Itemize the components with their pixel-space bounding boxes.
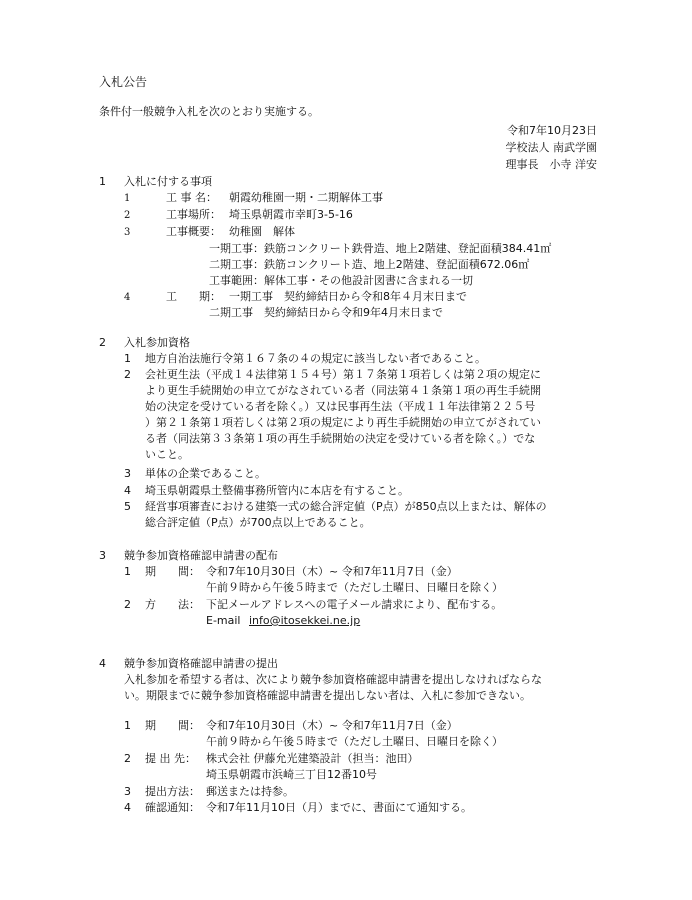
sec2-item2-line5: る者（同法第３３条第１項の再生手続開始の決定を受けている者を除く。）でな [145,432,536,445]
sec3-item1-number: 1 [124,565,131,578]
sec4-item3-label: 提出方法： [145,785,200,798]
sec2-item2-line2: より更生手続開始の申立てがなされている者（同法第４１条第１項の再生手続開 [145,384,541,397]
sec1-item4-number: 4 [124,292,131,303]
sec4-item2-number: 2 [124,752,131,765]
sec4-item1-line1: 令和7年10月30日（木）~ 令和7年11月7日（金） [206,719,458,732]
sec2-item2-number: 2 [124,368,131,381]
sec3-item1-label: 期 間： [145,565,200,578]
sec1-item4-value: 一期工事 契約締結日から令和8年４月末日まで [229,290,467,303]
page-title: 入札公告 [99,75,148,89]
sec4-para-line2: い。期限までに競争参加資格確認申請書を提出しない者は、入札に参加できない。 [124,689,531,702]
sec4-item4-number: 4 [124,801,131,814]
sec2-item1-text: 地方自治法施行令第１６７条の４の規定に該当しない者であること。 [145,352,486,365]
sec4-para-line1: 入札参加を希望する者は、次により競争参加資格確認申請書を提出しなければならな [124,673,542,686]
overview-phase2: 二期工事：鉄筋コンクリート造、地上2階建、登記面積672.06㎡ [209,258,530,271]
organization-name: 学校法人 南武学園 [505,141,597,154]
sec2-item2-line3: 始の決定を受けている者を除く。）又は民事再生法（平成１１年法律第２２５号 [145,400,536,413]
sec4-item4-line1: 令和7年11月10日（月）までに、書面にて通知する。 [206,801,472,814]
sec3-item1-line1: 令和7年10月30日（木）~ 令和7年11月7日（金） [206,565,458,578]
signer-name: 理事長 小寺 洋安 [505,158,597,171]
sec1-item1-value: 朝霞幼稚園一期・二期解体工事 [229,191,383,204]
sec2-item4-number: 4 [124,484,131,497]
section-3-title: 競争参加資格確認申請書の配布 [124,549,278,562]
section-1-title: 入札に付する事項 [124,175,212,188]
sec2-item5-line2: 総合評定値（P点）が700点以上であること。 [145,516,371,529]
sec4-item1-label: 期 間： [145,719,200,732]
sec2-item3-text: 単体の企業であること。 [145,467,266,480]
sec1-item3-label: 工事概要： [166,225,221,238]
email-label: E-mail [206,614,241,627]
sec2-item4-text: 埼玉県朝霞県土整備事務所管内に本店を有すること。 [145,484,409,497]
sec1-item2-value: 埼玉県朝霞市幸町3-5-16 [229,208,353,221]
sec2-item2-line6: いこと。 [145,448,189,461]
sec2-item3-number: 3 [124,467,131,480]
sec4-item4-label: 確認通知： [145,801,200,814]
sec4-item2-line1: 株式会社 伊藤允光建築設計（担当：池田） [206,752,419,765]
sec1-item1-number: 1 [124,193,131,204]
section-4-number: 4 [99,657,106,670]
sec2-item5-line1: 経営事項審査における建築一式の総合評定値（P点）が850点以上または、解体の [145,500,547,513]
intro-text: 条件付一般競争入札を次のとおり実施する。 [99,105,319,118]
sec1-item1-label: 工 事 名： [166,191,217,204]
notice-date: 令和7年10月23日 [507,124,597,137]
sec4-item3-number: 3 [124,785,131,798]
sec4-item2-label: 提 出 先： [145,752,196,765]
sec3-item2-line1: 下記メールアドレスへの電子メール請求により、配布する。 [206,598,503,611]
section-2-title: 入札参加資格 [124,336,190,349]
sec1-item4-label: 工 期： [166,290,221,303]
sec4-item1-number: 1 [124,719,131,732]
overview-phase1: 一期工事：鉄筋コンクリート鉄骨造、地上2階建、登記面積384.41㎡ [209,242,552,255]
overview-scope: 工事範囲：解体工事・その他設計図書に含まれる一切 [209,274,473,287]
sec4-item2-line2: 埼玉県朝霞市浜崎三丁目12番10号 [206,768,377,781]
sec2-item2-line4: ）第２１条第１項若しくは第２項の規定により再生手続開始の申立てがされてい [145,416,541,429]
sec4-item1-line2: 午前９時から午後５時まで（ただし土曜日、日曜日を除く） [206,735,503,748]
sec3-item2-label: 方 法： [145,598,200,611]
sec1-item2-number: 2 [124,210,131,221]
email-link[interactable]: info@itosekkei.ne.jp [249,614,361,627]
sec3-item2-number: 2 [124,598,131,611]
section-4-title: 競争参加資格確認申請書の提出 [124,657,278,670]
sec4-item3-line1: 郵送または持参。 [206,785,294,798]
section-1-number: 1 [99,175,106,188]
sec2-item2-line1: 会社更生法（平成１４法律第１５４号）第１７条第１項若しくは第２項の規定に [145,368,541,381]
section-2-number: 2 [99,336,106,349]
sec3-item1-line2: 午前９時から午後５時まで（ただし土曜日、日曜日を除く） [206,581,503,594]
sec1-item3-value: 幼稚園 解体 [229,225,295,238]
sec2-item1-number: 1 [124,352,131,365]
period-phase2: 二期工事 契約締結日から令和9年4月末日まで [209,306,443,319]
sec1-item3-number: 3 [124,227,131,238]
sec2-item5-number: 5 [124,500,131,513]
sec1-item2-label: 工事場所： [166,208,221,221]
section-3-number: 3 [99,549,106,562]
